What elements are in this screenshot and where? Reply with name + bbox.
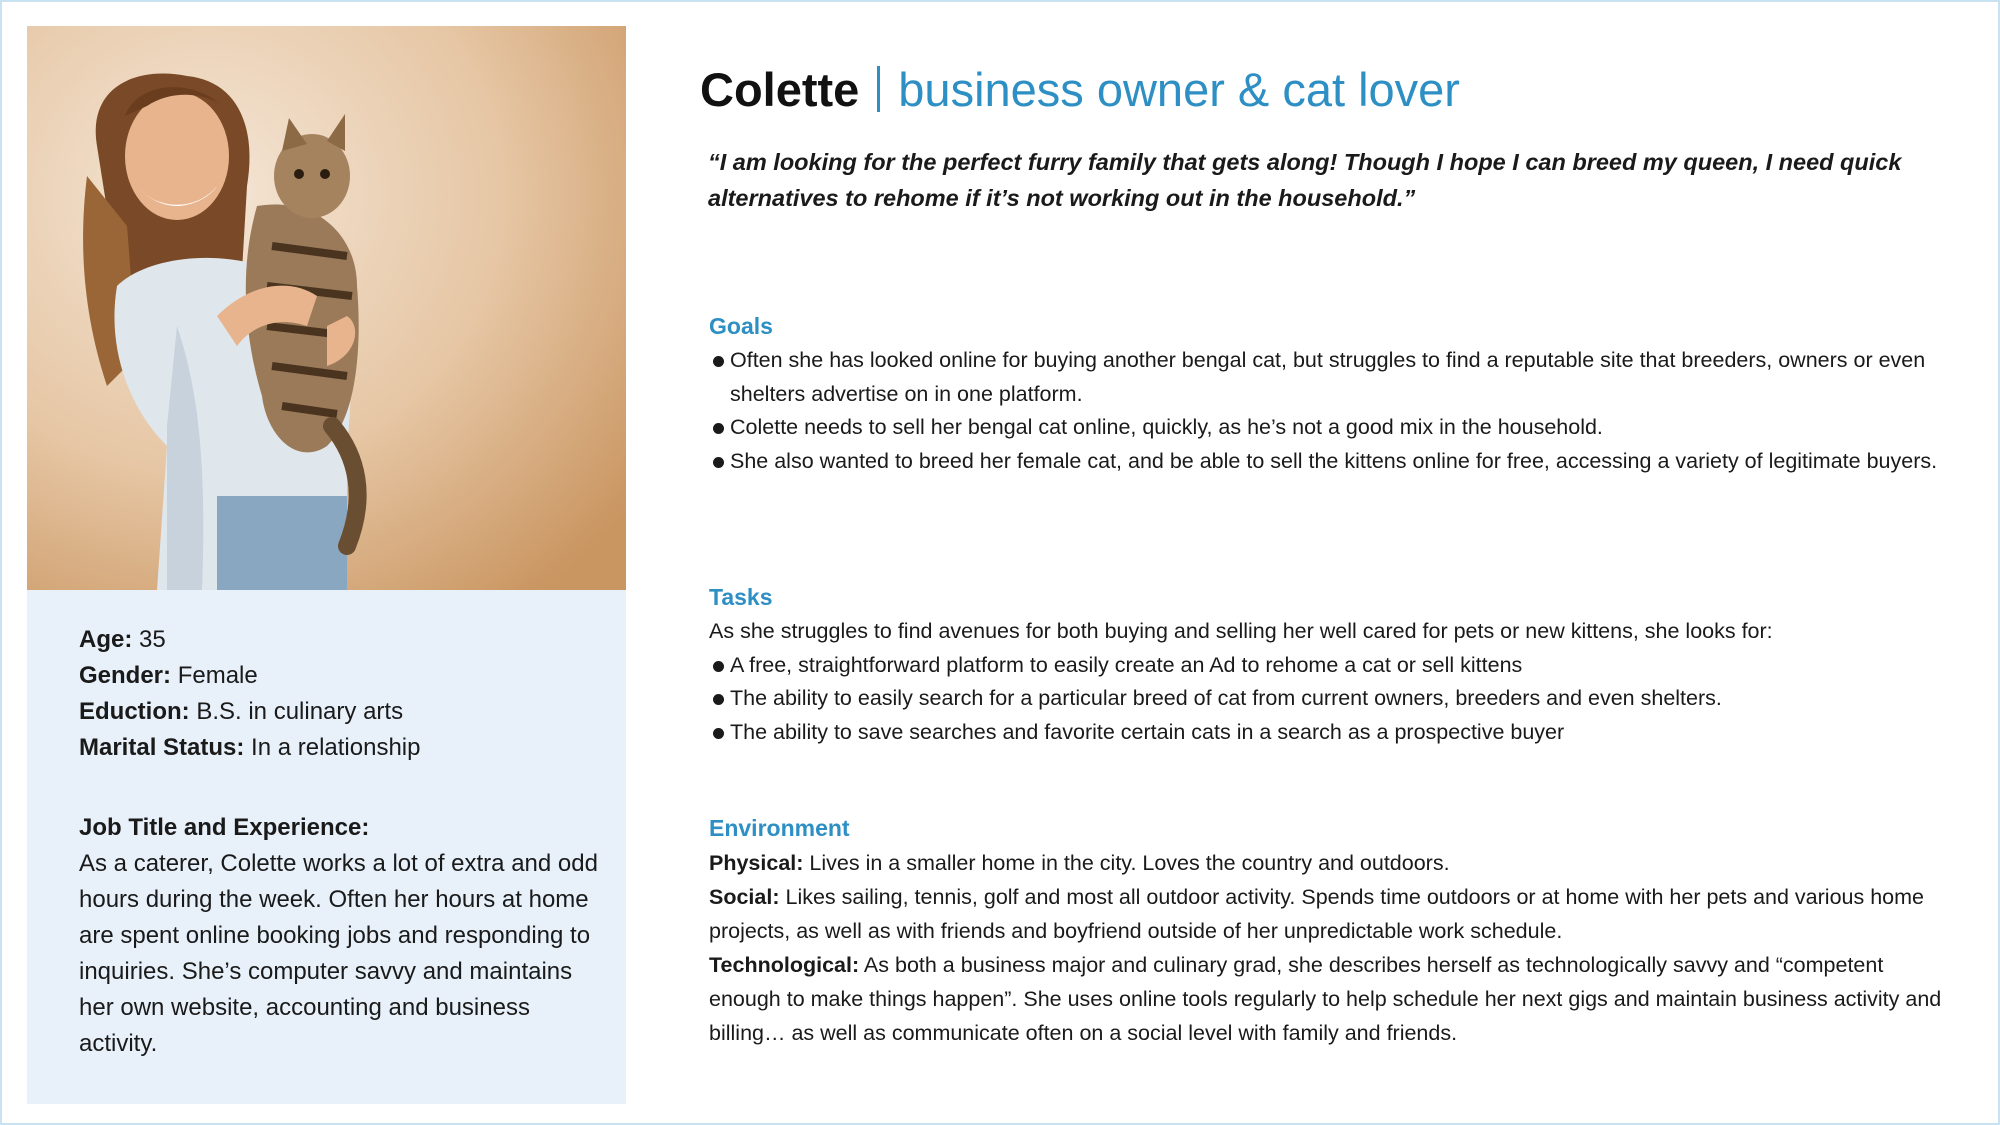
bullet-icon	[713, 457, 724, 468]
gender-row	[79, 658, 421, 694]
goal-item	[709, 445, 1959, 479]
persona-quote: “I am looking for the perfect furry family that gets along! Though I hope I can breed my queen, I need quick alternatives to rehome if it’s not working out in the household.”	[708, 149, 1902, 211]
goal-text: Often she has looked online for buying another bengal cat, but struggles to find a reputable site that breeders, owners or even shelters advertise on in one platform.	[730, 348, 1926, 406]
physical-row	[709, 846, 1959, 880]
gender-label: Gender:	[79, 662, 172, 689]
technological-label: Technological:	[709, 953, 860, 977]
header-divider	[877, 66, 880, 112]
persona-name: Colette	[700, 63, 860, 116]
marital-label: Marital Status:	[79, 734, 245, 761]
physical-text: Lives in a smaller home in the city. Loves the country and outdoors.	[809, 851, 1450, 875]
bullet-icon	[713, 694, 724, 705]
goal-text: Colette needs to sell her bengal cat online, quickly, as he’s not a good mix in the household.	[730, 415, 1603, 439]
bullet-icon	[713, 423, 724, 434]
social-row	[709, 880, 1959, 948]
job-section	[79, 810, 599, 1062]
persona-photo	[27, 26, 626, 590]
bullet-icon	[713, 728, 724, 739]
goals-title: Goals	[709, 313, 773, 339]
persona-role: business owner & cat lover	[898, 63, 1460, 116]
job-description: As a caterer, Colette works a lot of extra and odd hours during the week. Often her hours at home are spent online booking jobs and responding to inquiries. She’s computer savvy and maintains her own website, accounting and business activity.	[79, 850, 598, 1057]
task-item	[709, 716, 1959, 750]
age-value: 35	[139, 626, 166, 653]
technological-text: As both a business major and culinary grad, she describes herself as technologically savvy and “competent enough to make things happen”. She uses online tools regularly to help schedule her next gigs and maintain business activity and billing… as well as communicate often on a social level with family and friends.	[709, 953, 1942, 1045]
technological-row	[709, 948, 1959, 1050]
marital-value: In a relationship	[251, 734, 421, 761]
tasks-title: Tasks	[709, 584, 773, 610]
gender-value: Female	[177, 662, 258, 689]
physical-label: Physical:	[709, 851, 804, 875]
tasks-intro: As she struggles to find avenues for both buying and selling her well cared for pets or new kittens, she looks for:	[709, 619, 1773, 643]
persona-header	[700, 60, 1460, 120]
tasks-section	[709, 579, 1959, 749]
task-text: A free, straightforward platform to easily create an Ad to rehome a cat or sell kittens	[730, 652, 1523, 677]
profile-facts	[79, 622, 421, 766]
task-item	[709, 649, 1959, 683]
goals-list	[709, 344, 1959, 478]
task-text: The ability to easily search for a particular breed of cat from current owners, breeders and even shelters.	[730, 686, 1722, 710]
task-item	[709, 682, 1959, 716]
bullet-icon	[713, 661, 724, 672]
bullet-icon	[713, 356, 724, 367]
job-title: Job Title and Experience:	[79, 814, 370, 841]
profile-panel	[27, 590, 626, 1104]
education-label: Eduction:	[79, 698, 190, 725]
social-text: Likes sailing, tennis, golf and most all outdoor activity. Spends time outdoors or at home with her pets and various home projects, as well as with friends and boyfriend outside of her unpredictable work schedule.	[709, 885, 1924, 943]
education-row	[79, 694, 421, 730]
education-value: B.S. in culinary arts	[196, 698, 404, 725]
task-text: The ability to save searches and favorite certain cats in a search as a prospective buyer	[730, 719, 1565, 744]
goal-item	[709, 411, 1959, 445]
marital-row	[79, 730, 421, 766]
goal-text: She also wanted to breed her female cat, and be able to sell the kittens online for free, accessing a variety of legitimate buyers.	[730, 448, 1938, 473]
social-label: Social:	[709, 885, 780, 909]
goal-item	[709, 344, 1959, 411]
age-row	[79, 622, 421, 658]
goals-section	[709, 308, 1959, 478]
tasks-list	[709, 649, 1959, 750]
environment-section	[709, 810, 1959, 1050]
woman-holding-cat-image	[27, 26, 626, 590]
environment-title: Environment	[709, 815, 850, 841]
age-label: Age:	[79, 626, 133, 653]
